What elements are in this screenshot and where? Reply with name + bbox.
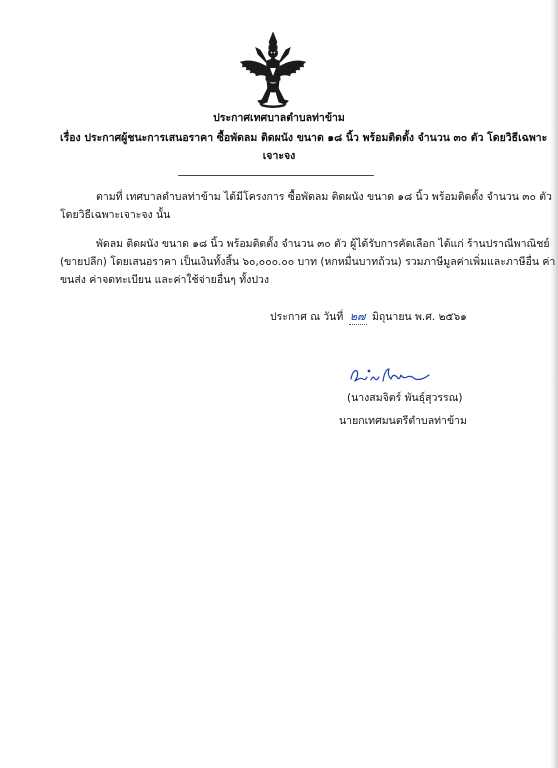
agency-title: ประกาศเทศบาลตำบลท่าข้าม [213,112,345,124]
announcement-date [270,310,467,325]
date-prefix: ประกาศ ณ วันที่ [270,311,344,323]
paragraph-2-line-3: ขนส่ง ค่าจดทะเบียน และค่าใช้จ่ายอื่นๆ ทั้งปวง [60,274,270,286]
header-divider [178,175,374,176]
handwritten-signature-icon [345,363,435,387]
paragraph-2-line-2: (ขายปลีก) โดยเสนอราคา เป็นเงินทั้งสิ้น ๖๐,๐๐๐.๐๐ บาท (หกหมื่นบาทถ้วน) รวมภาษีมูลค่าเพิ่มและภาษีอื่น ค่า [60,256,556,268]
subject-line-2: เจาะจง [262,150,296,162]
subject-line-1: เรื่อง ประกาศผู้ชนะการเสนอราคา ซื้อพัดลม ติดผนัง ขนาด ๑๘ นิ้ว พร้อมติดตั้ง จำนวน ๓๐ ตัว โดยวิธีเฉพาะ [60,132,548,144]
signatory-name: (นางสมจิตร์ พันธุ์สุวรรณ) [347,392,463,404]
date-month-year: มิถุนายน พ.ศ. ๒๕๖๑ [371,311,467,323]
paragraph-2-line-1: พัดลม ติดผนัง ขนาด ๑๘ นิ้ว พร้อมติดตั้ง จำนวน ๓๐ ตัว ผู้ได้รับการคัดเลือก ได้แก่ ร้านปราณีพาณิชย์ [96,238,550,250]
paragraph-1-line-1: ตามที่ เทศบาลตำบลท่าข้าม ได้มีโครงการ ซื้อพัดลม ติดผนัง ขนาด ๑๘ นิ้ว พร้อมติดตั้ง จำนวน ๓๐ ตัว [96,191,552,203]
signatory-title: นายกเทศมนตรีตำบลท่าข้าม [339,415,467,427]
paragraph-1-line-2: โดยวิธีเฉพาะเจาะจง นั้น [60,209,171,221]
garuda-emblem-icon [234,30,312,108]
date-day-handwritten: ๒๗ [349,310,366,323]
page-edge-shadow [550,0,558,768]
